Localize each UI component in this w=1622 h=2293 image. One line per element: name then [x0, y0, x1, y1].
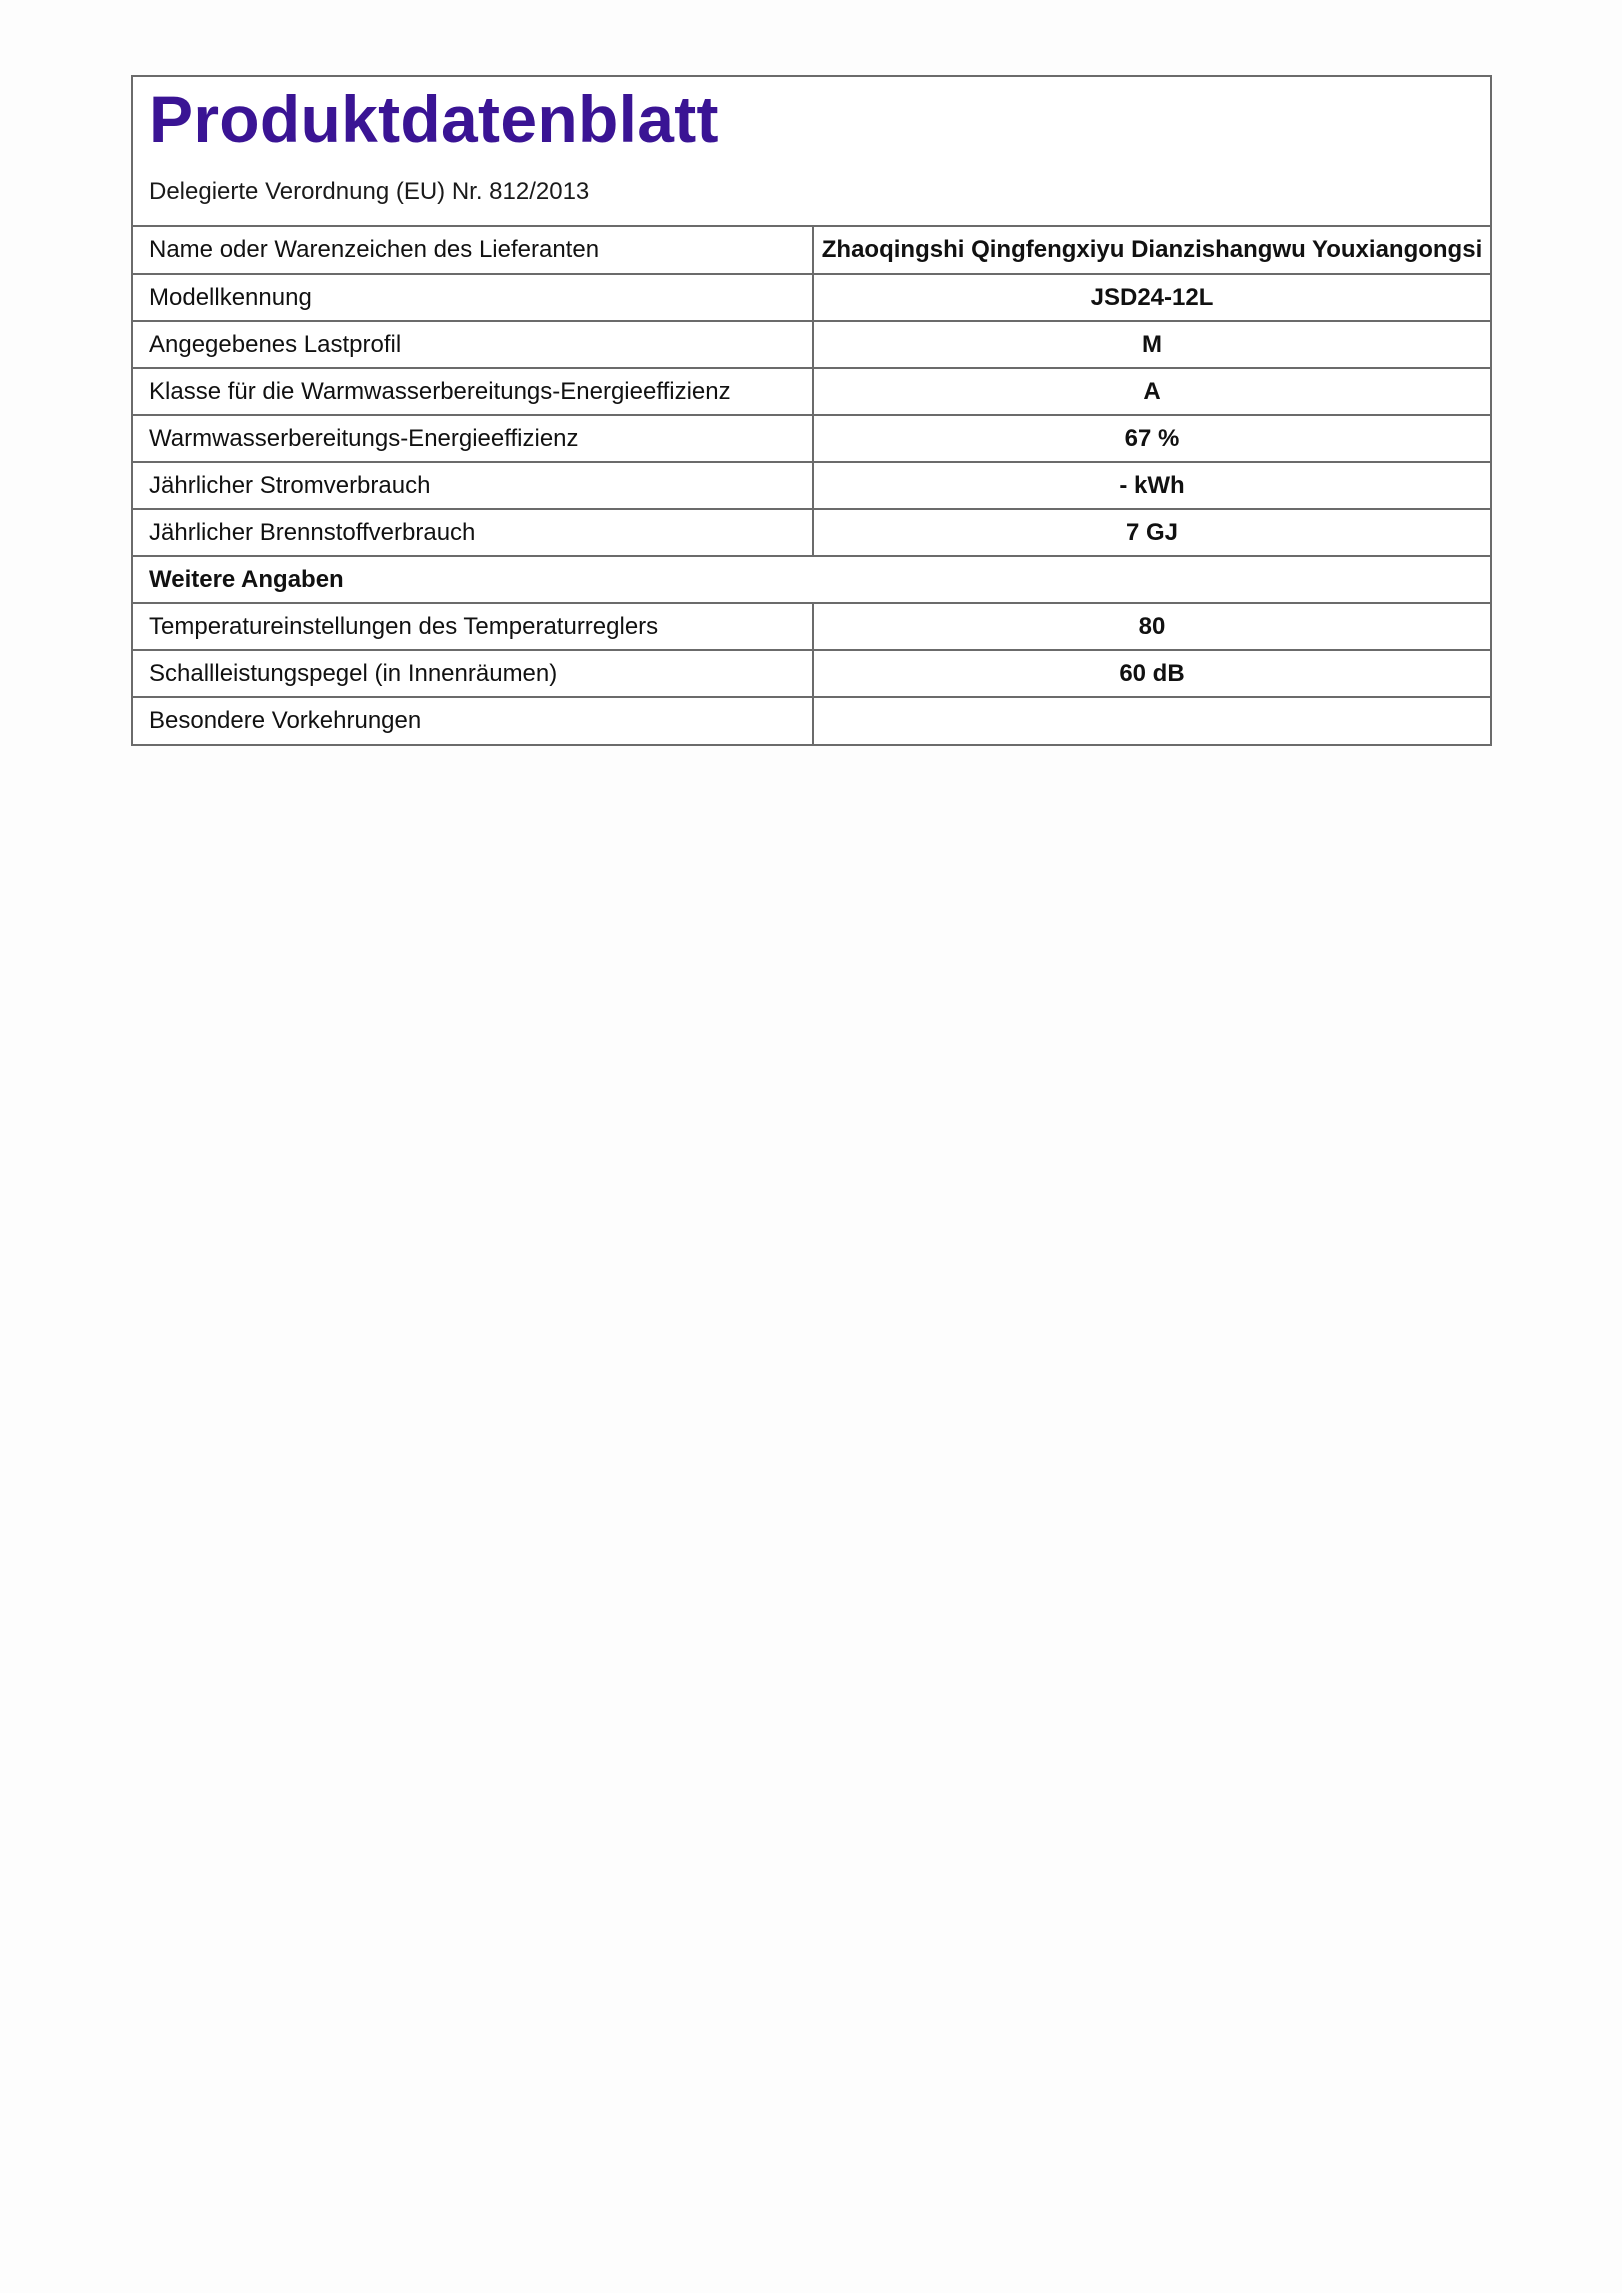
row-value: 67 %	[813, 415, 1490, 462]
table-row-fuel-consumption	[133, 509, 1490, 556]
row-value: JSD24-12L	[813, 274, 1490, 321]
row-value: Zhaoqingshi Qingfengxiyu Dianzishangwu Youxiangongsi	[821, 236, 1483, 263]
table-row-load-profile	[133, 321, 1490, 368]
table-row-model	[133, 274, 1490, 321]
table-row-thermostat-setting	[133, 603, 1490, 650]
regulation-reference: Delegierte Verordnung (EU) Nr. 812/2013	[149, 178, 590, 205]
product-data-table	[133, 227, 1490, 744]
table-row-electricity-consumption	[133, 462, 1490, 509]
row-value: 80	[813, 603, 1490, 650]
row-value: 7 GJ	[813, 509, 1490, 556]
row-value: A	[813, 368, 1490, 415]
row-label: Name oder Warenzeichen des Lieferanten	[133, 227, 813, 274]
row-value: 60 dB	[813, 650, 1490, 697]
table-row-sound-power	[133, 650, 1490, 697]
row-value: M	[813, 321, 1490, 368]
product-data-sheet	[131, 75, 1492, 746]
row-label: Temperatureinstellungen des Temperaturreglers	[133, 603, 813, 650]
row-label: Jährlicher Stromverbrauch	[133, 462, 813, 509]
row-value	[813, 697, 1490, 744]
sheet-header	[133, 77, 1490, 227]
row-label: Warmwasserbereitungs-Energieeffizienz	[133, 415, 813, 462]
row-label: Klasse für die Warmwasserbereitungs-Energieeffizienz	[133, 368, 813, 415]
table-row-efficiency-class	[133, 368, 1490, 415]
row-value: - kWh	[813, 462, 1490, 509]
section-heading: Weitere Angaben	[133, 556, 1490, 603]
table-row-special-precautions	[133, 697, 1490, 744]
row-label: Angegebenes Lastprofil	[133, 321, 813, 368]
row-label: Besondere Vorkehrungen	[133, 697, 813, 744]
row-label: Jährlicher Brennstoffverbrauch	[133, 509, 813, 556]
row-label: Modellkennung	[133, 274, 813, 321]
table-row-supplier	[133, 227, 1490, 274]
page-title: Produktdatenblatt	[149, 82, 719, 156]
table-row-efficiency	[133, 415, 1490, 462]
row-label: Schallleistungspegel (in Innenräumen)	[133, 650, 813, 697]
section-heading-row	[133, 556, 1490, 603]
